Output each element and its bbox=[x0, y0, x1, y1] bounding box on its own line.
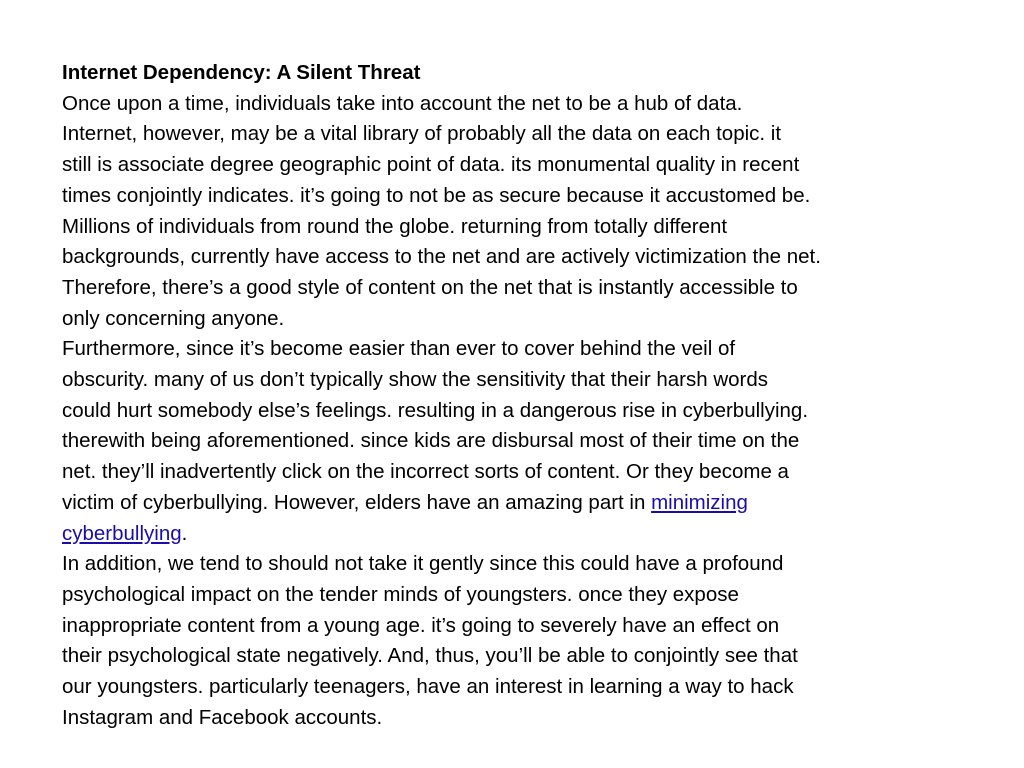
paragraph-line: obscurity. many of us don’t typically show the sensitivity that their harsh words bbox=[62, 368, 769, 392]
paragraph-line: psychological impact on the tender minds of youngsters. once they expose bbox=[62, 582, 739, 606]
paragraph-line: therewith being aforementioned. since kids are disbursal most of their time on the bbox=[62, 429, 800, 453]
minimizing-cyberbullying-link-continued[interactable]: cyberbullying bbox=[62, 521, 182, 545]
paragraph-line: Once upon a time, individuals take into account the net to be a hub of data. bbox=[62, 91, 743, 115]
paragraph-line-with-link bbox=[62, 519, 962, 550]
paragraph-line: Internet, however, may be a vital library of probably all the data on each topic. it bbox=[62, 122, 782, 146]
paragraph-line: times conjointly indicates. it’s going to not be as secure because it accustomed be. bbox=[62, 183, 811, 207]
paragraph-line: Millions of individuals from round the globe. returning from totally different bbox=[62, 214, 728, 238]
minimizing-cyberbullying-link[interactable]: minimizing bbox=[651, 490, 748, 514]
paragraph-line: could hurt somebody else’s feelings. resulting in a dangerous rise in cyberbullying. bbox=[62, 398, 809, 422]
paragraph-line: Instagram and Facebook accounts. bbox=[62, 705, 383, 729]
paragraph-line: In addition, we tend to should not take it gently since this could have a profound bbox=[62, 552, 784, 576]
paragraph-line: Furthermore, since it’s become easier than ever to cover behind the veil of bbox=[62, 337, 736, 361]
paragraph-line: only concerning anyone. bbox=[62, 306, 285, 330]
paragraph-line: still is associate degree geographic point of data. its monumental quality in recent bbox=[62, 153, 800, 177]
paragraph-2 bbox=[62, 334, 962, 549]
paragraph-line: our youngsters. particularly teenagers, have an interest in learning a way to hack bbox=[62, 675, 794, 699]
paragraph-line: their psychological state negatively. And, thus, you’ll be able to conjointly see that bbox=[62, 644, 798, 668]
paragraph-line: inappropriate content from a young age. it’s going to severely have an effect on bbox=[62, 613, 780, 637]
paragraph-line: net. they’ll inadvertently click on the incorrect sorts of content. Or they become a bbox=[62, 460, 789, 484]
paragraph-1 bbox=[62, 89, 962, 335]
paragraph-line-with-link bbox=[62, 488, 962, 519]
link-suffix: . bbox=[181, 521, 188, 545]
paragraph-line: backgrounds, currently have access to the net and are actively victimization the net. bbox=[62, 245, 821, 269]
link-line-prefix: victim of cyberbullying. However, elders have an amazing part in bbox=[62, 490, 652, 514]
document-body bbox=[62, 58, 962, 733]
paragraph-line: Therefore, there’s a good style of content on the net that is instantly accessible to bbox=[62, 275, 798, 299]
document-title: Internet Dependency: A Silent Threat bbox=[62, 61, 421, 84]
paragraph-3 bbox=[62, 549, 962, 733]
